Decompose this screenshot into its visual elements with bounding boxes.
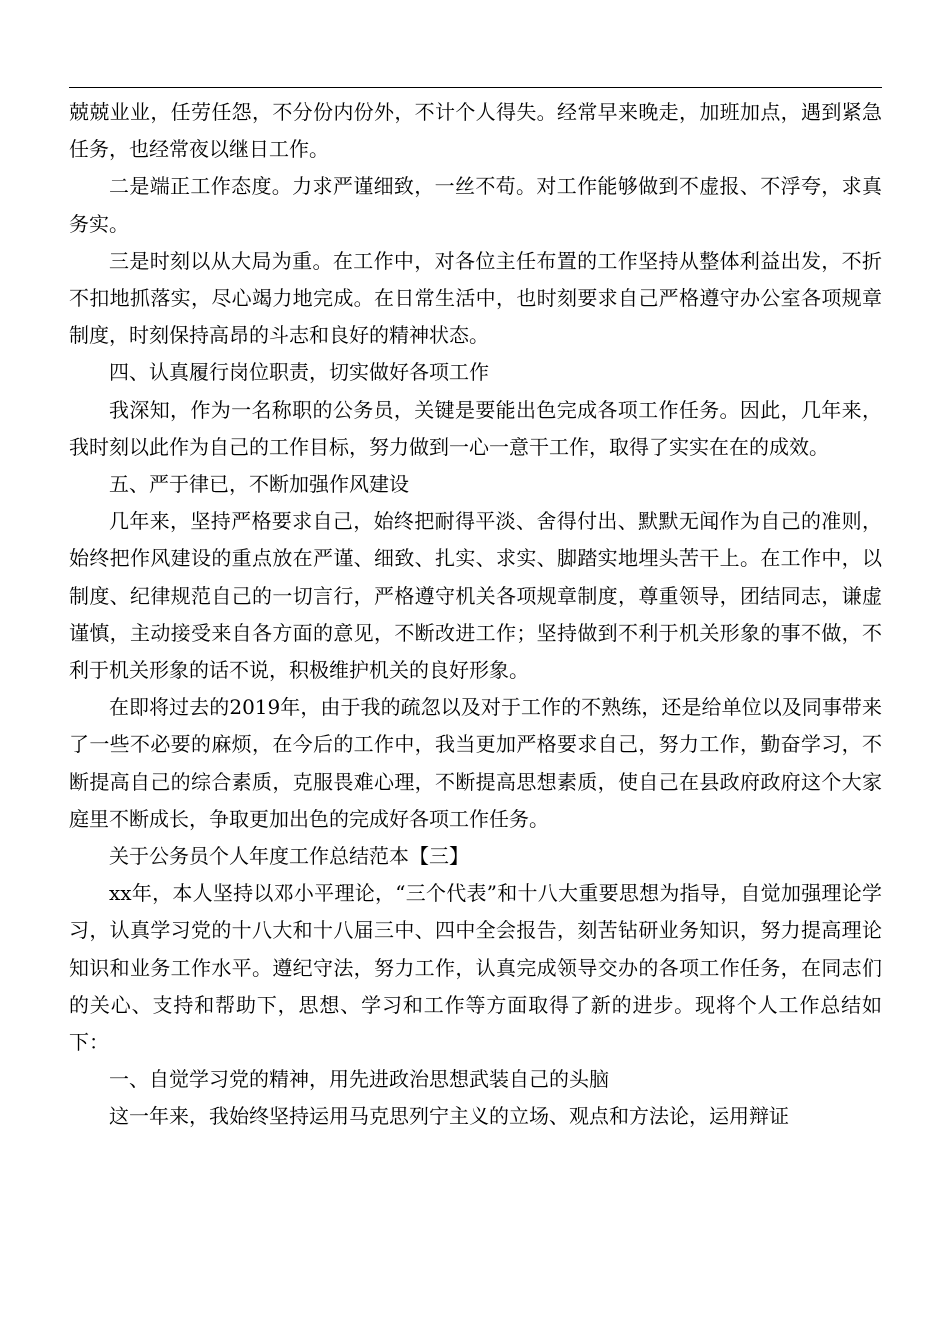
paragraph-continuation: 兢兢业业，任劳任怨，不分份内份外，不计个人得失。经常早来晚走，加班加点，遇到紧急任务，也经常夜以继日工作。 [69,100,882,162]
section-heading-discipline: 五、严于律已，不断加强作风建设 [109,472,409,497]
paragraph-intro-xx: xx年，本人坚持以邓小平理论，“三个代表”和十八大重要思想为指导，自觉加强理论学习，认真学习党的十八大和十八届三中、四中全会报告，刻苦钻研业务知识，努力提高理论知识和业务工作水平。遵纪守法，努力工作，认真完成领导交办的各项工作任务，在同志们的关心、支持和帮助下，思想、学习和工作等方面取得了新的进步。现将个人工作总结如下： [69,881,882,1055]
section-heading-study: 一、自觉学习党的精神，用先进政治思想武装自己的头脑 [109,1067,609,1092]
sample-title-three: 关于公务员个人年度工作总结范本【三】 [109,844,469,869]
paragraph-discipline: 几年来，坚持严格要求自己，始终把耐得平淡、舍得付出、默默无闻作为自己的准则，始终把作风建设的重点放在严谨、细致、扎实、求实、脚踏实地埋头苦干上。在工作中，以制度、纪律规范自己的一切言行，严格遵守机关各项规章制度，尊重领导，团结同志，谦虚谨慎，主动接受来自各方面的意见，不断改进工作；坚持做到不利于机关形象的事不做，不利于机关形象的话不说，积极维护机关的良好形象。 [69,509,882,683]
document-body [69,94,882,1136]
paragraph-attitude: 二是端正工作态度。力求严谨细致，一丝不苟。对工作能够做到不虚报、不浮夸，求真务实。 [69,174,882,236]
paragraph-closing-2019: 在即将过去的2019年，由于我的疏忽以及对于工作的不熟练，还是给单位以及同事带来了一些不必要的麻烦，在今后的工作中，我当更加严格要求自己，努力工作，勤奋学习，不断提高自己的综合素质，克服畏难心理，不断提高思想素质，使自己在县政府政府这个大家庭里不断成长，争取更加出色的完成好各项工作任务。 [69,695,882,831]
paragraph-duties: 我深知，作为一名称职的公务员，关键是要能出色完成各项工作任务。因此，几年来，我时刻以此作为自己的工作目标，努力做到一心一意干工作，取得了实实在在的成效。 [69,397,882,459]
paragraph-overall-situation: 三是时刻以从大局为重。在工作中，对各位主任布置的工作坚持从整体利益出发，不折不扣地抓落实，尽心竭力地完成。在日常生活中，也时刻要求自己严格遵守办公室各项规章制度，时刻保持高昂的斗志和良好的精神状态。 [69,248,882,348]
section-heading-duties: 四、认真履行岗位职责，切实做好各项工作 [109,360,489,385]
paragraph-study: 这一年来，我始终坚持运用马克思列宁主义的立场、观点和方法论，运用辩证 [109,1104,789,1129]
header-rule [69,87,882,88]
